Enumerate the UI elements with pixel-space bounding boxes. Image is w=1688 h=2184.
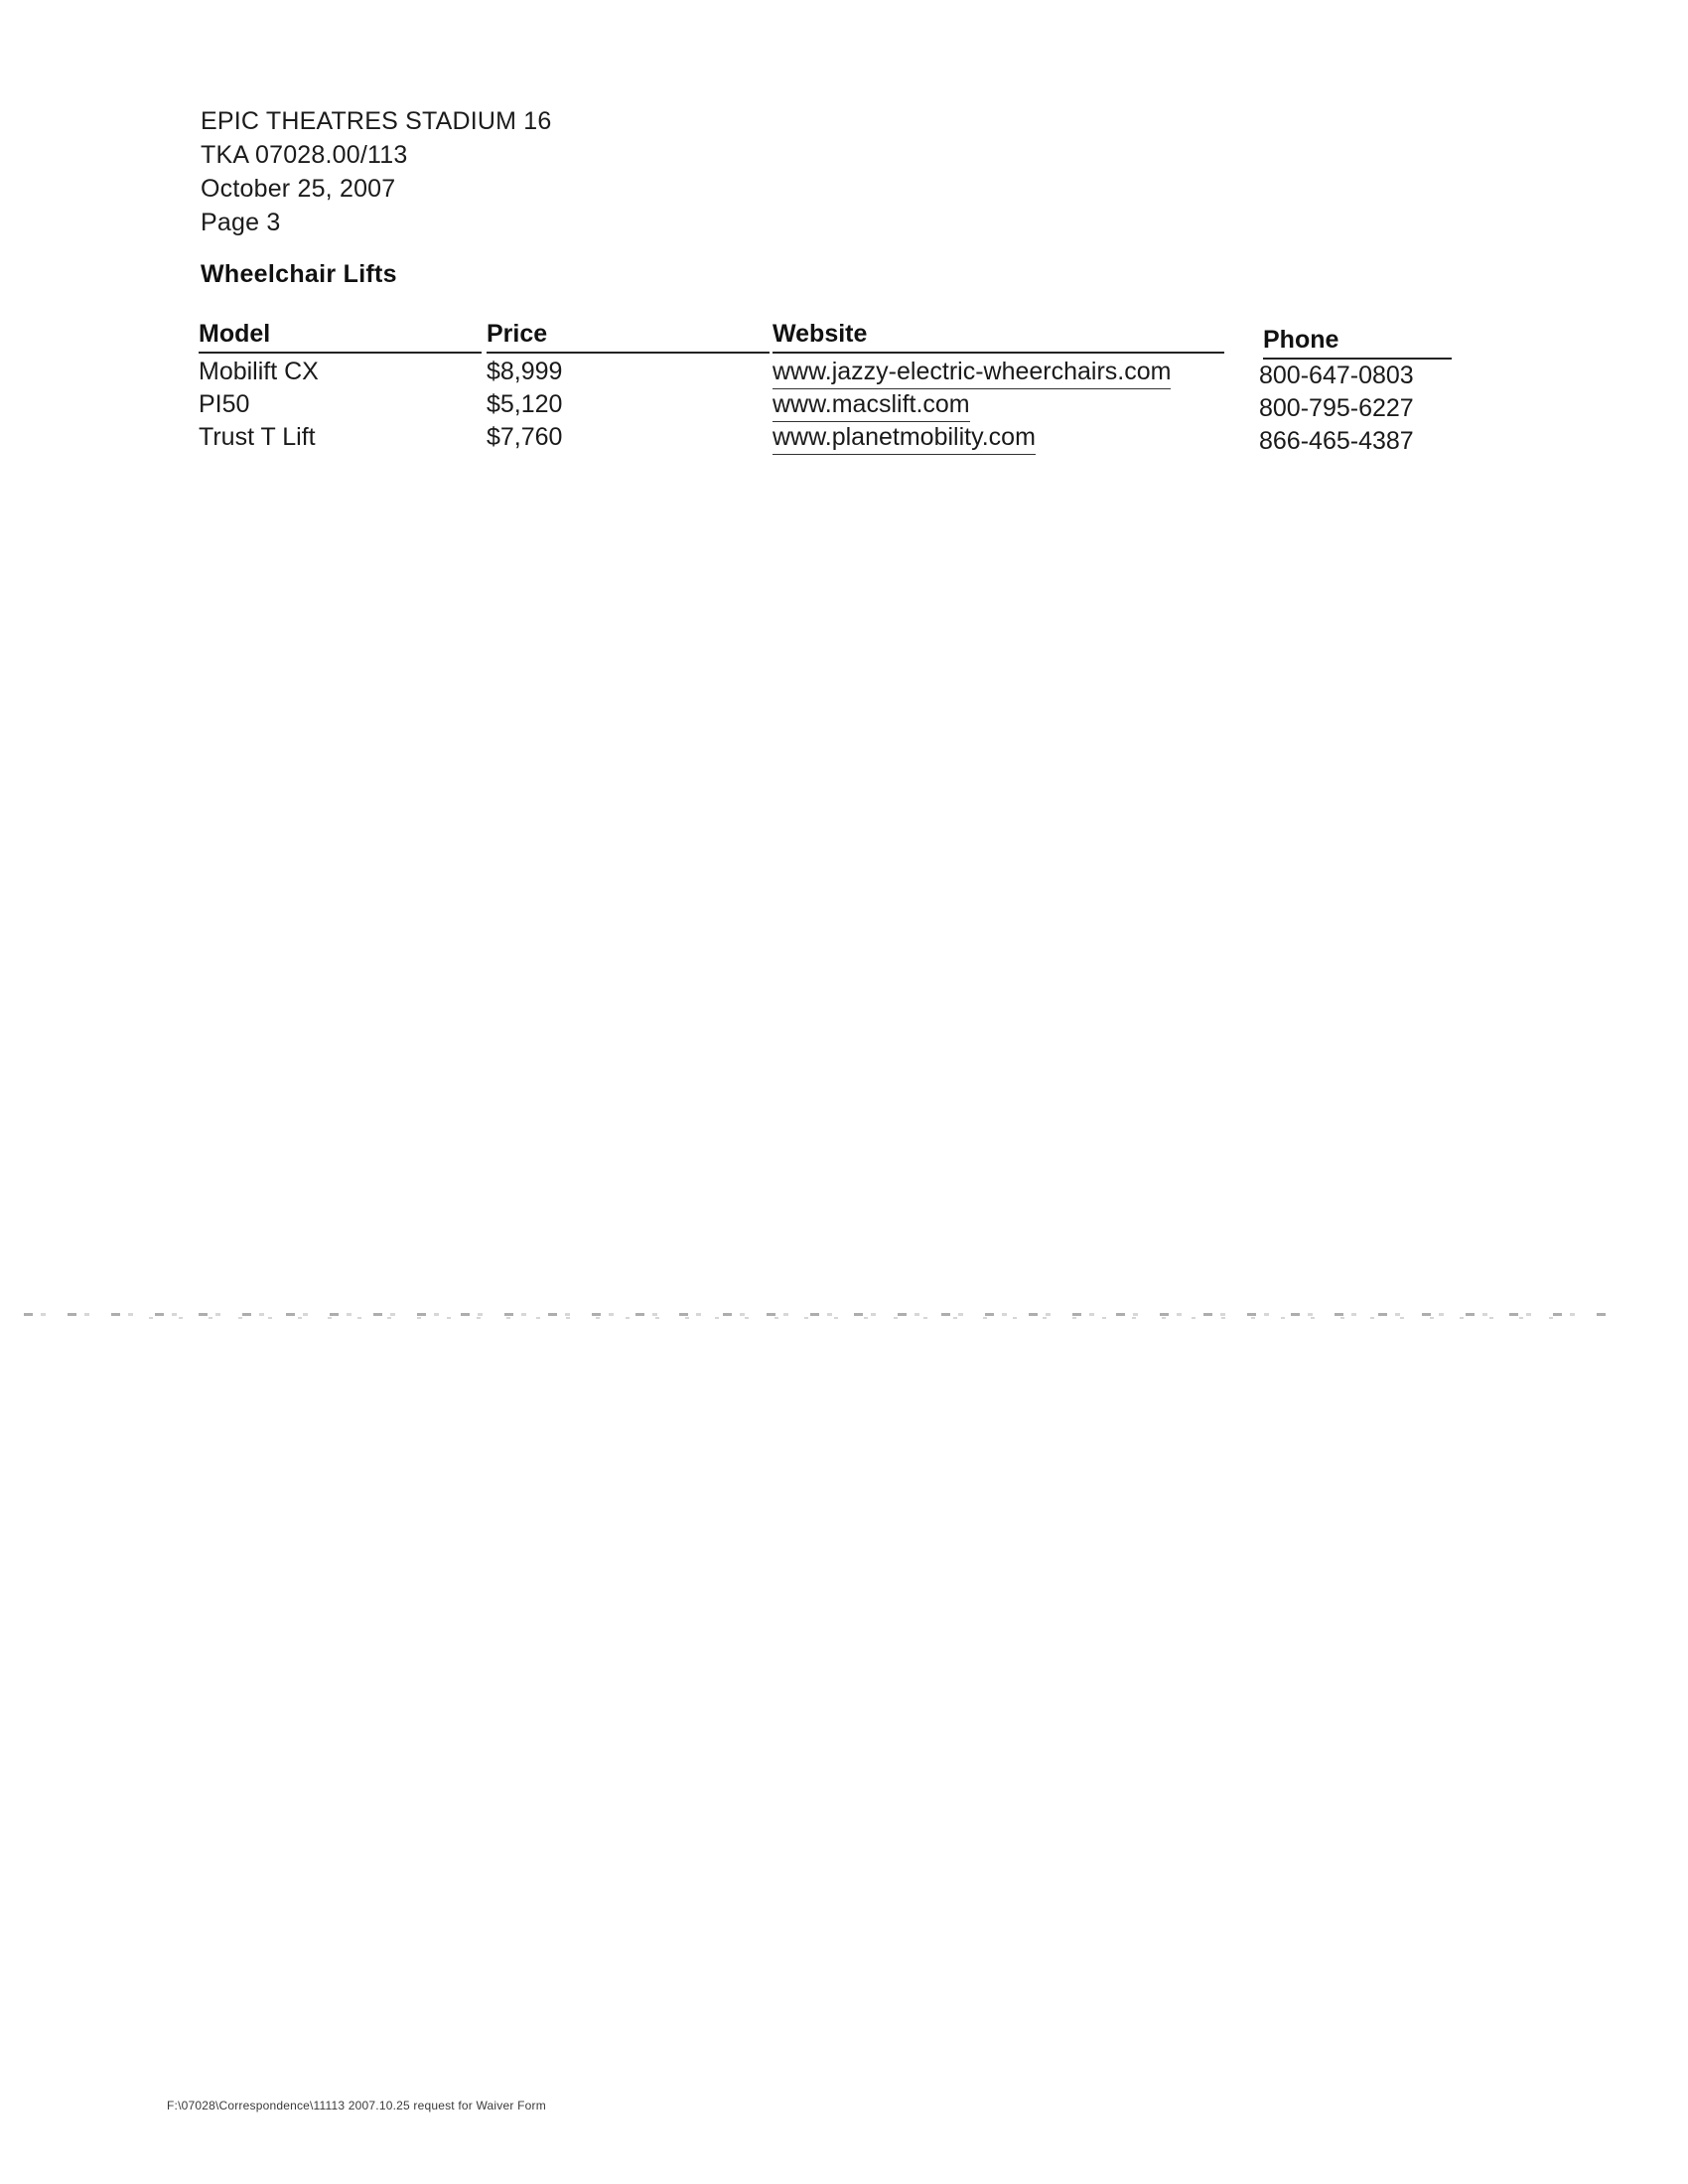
cell-price: $7,760: [487, 423, 563, 451]
cell-price: $8,999: [487, 358, 563, 385]
cell-phone: 866-465-4387: [1259, 427, 1414, 455]
column-header-model: Model: [199, 320, 482, 354]
column-header-phone: Phone: [1263, 326, 1452, 360]
table-row: [199, 388, 1470, 421]
cell-website[interactable]: [773, 388, 1249, 422]
cell-model: Trust T Lift: [199, 423, 316, 451]
website-link[interactable]: www.macslift.com: [773, 388, 970, 422]
cell-website[interactable]: [773, 356, 1249, 389]
cell-model: PI50: [199, 390, 250, 418]
column-header-website: Website: [773, 320, 1224, 354]
letterhead-block: [201, 104, 551, 239]
table-body: [199, 356, 1470, 454]
website-link[interactable]: www.planetmobility.com: [773, 421, 1036, 455]
page-number: Page 3: [201, 209, 281, 236]
document-date: October 25, 2007: [201, 175, 396, 203]
scan-artifact-line: [24, 1313, 1613, 1316]
cell-phone: 800-647-0803: [1259, 362, 1414, 389]
project-name: EPIC THEATRES STADIUM 16: [201, 107, 552, 135]
footer-file-path: F:\07028\Correspondence\11113 2007.10.25 request for Waiver Form: [167, 2099, 546, 2112]
wheelchair-lifts-table: [199, 320, 1470, 454]
table-row: [199, 421, 1470, 454]
scan-artifact-line-secondary: [149, 1317, 1559, 1319]
cell-website[interactable]: [773, 421, 1249, 455]
column-header-price: Price: [487, 320, 770, 354]
job-number: TKA 07028.00/113: [201, 141, 408, 169]
cell-model: Mobilift CX: [199, 358, 319, 385]
table-header-row: [199, 320, 1470, 356]
cell-price: $5,120: [487, 390, 563, 418]
website-link[interactable]: www.jazzy-electric-wheerchairs.com: [773, 356, 1171, 389]
section-heading: Wheelchair Lifts: [201, 260, 397, 288]
table-row: [199, 356, 1470, 388]
cell-phone: 800-795-6227: [1259, 394, 1414, 422]
